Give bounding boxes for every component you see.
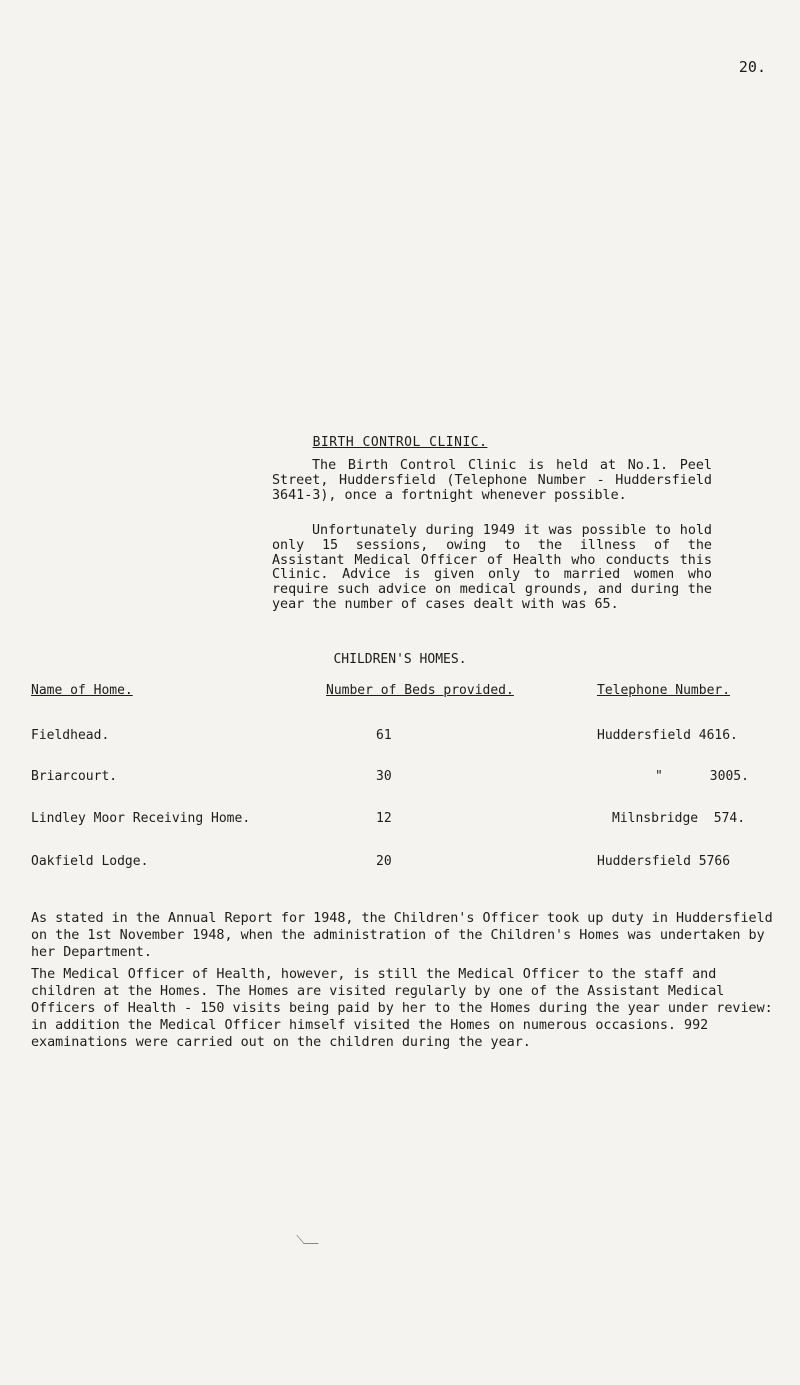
home-beds: 61 [376,728,392,743]
paragraph-childrens-officer: As stated in the Annual Report for 1948, the Children's Officer took up duty in Huddersfield on the 1st November 1948, when the administration of the Children's Homes was undertaken by her Department. [31,911,773,960]
scan-mark [296,1235,319,1244]
paragraph-medical-officer: The Medical Officer of Health, however, is still the Medical Officer to the staff and children at the Homes. The Homes are visited regularly by one of the Assistant Medical Officers of Health - 150 visits being paid by her to the Homes during the year under review: in addition the Medical Officer himself visited the Homes on numerous occasions. 992 examinations were carried out on the children during the year. [31,967,773,1050]
home-name: Fieldhead. [31,728,110,743]
home-beds: 30 [376,769,392,784]
home-phone: Huddersfield 5766 [597,854,731,869]
paragraph-clinic-sessions: Unfortunately during 1949 it was possible to hold only 15 sessions, owing to the illness of the Assistant Medical Officer of Health who conducts this Clinic. Advice is given only to married women who require such advice on medical grounds, and during the year the number of cases dealt with was 65. [272,523,712,612]
paragraph-clinic-location: The Birth Control Clinic is held at No.1. Peel Street, Huddersfield (Telephone Number - Huddersfield 3641-3), once a fortnight whenever possible. [272,458,712,503]
home-phone: Huddersfield 4616. [597,728,738,743]
home-beds: 12 [376,811,392,826]
home-beds: 20 [376,854,392,869]
home-name: Lindley Moor Receiving Home. [31,811,251,826]
home-phone: Milnsbridge 574. [612,811,746,826]
section-heading-childrens-homes: CHILDREN'S HOMES. [333,652,467,667]
section-heading-birth-control [0,435,800,450]
page-number: 20. [738,58,766,76]
home-phone: " 3005. [655,769,749,784]
home-name: Briarcourt. [31,769,118,784]
home-name: Oakfield Lodge. [31,854,149,869]
header-telephone: Telephone Number. [597,683,731,698]
header-number-of-beds: Number of Beds provided. [326,683,514,698]
heading-text: BIRTH CONTROL CLINIC. [312,435,488,450]
header-name-of-home: Name of Home. [31,683,133,698]
